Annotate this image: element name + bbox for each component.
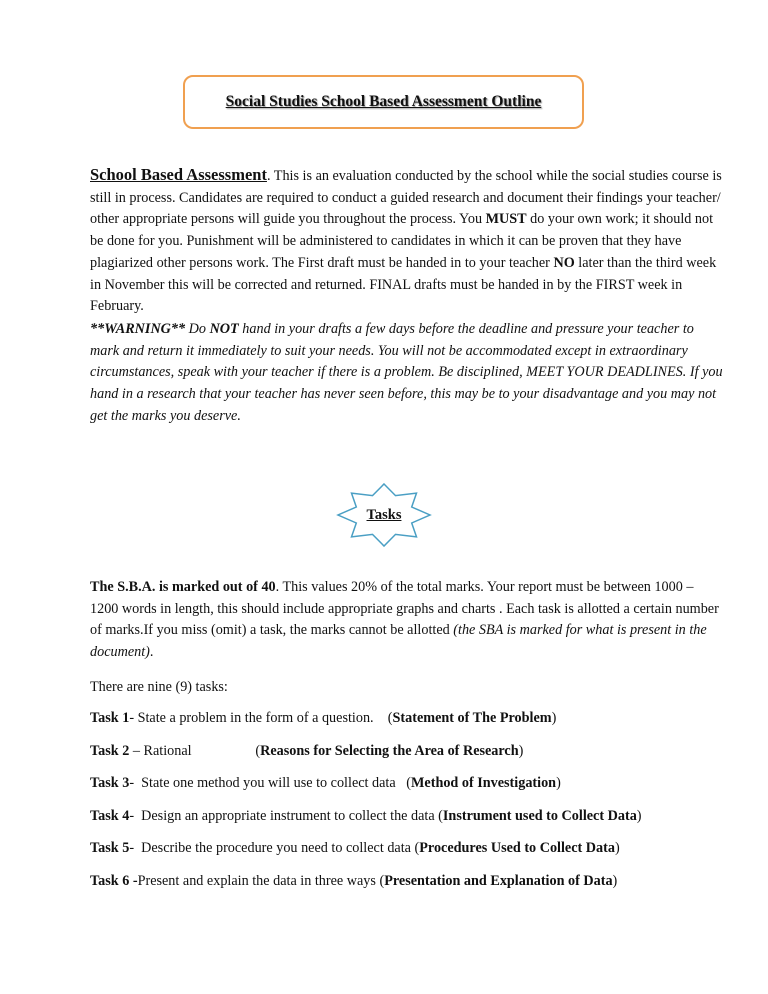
document-title-box <box>183 75 584 129</box>
sba-paragraph: The S.B.A. is marked out of 40. This values 20% of the total marks. Your report must be between 1000 – 1200 words in length, this should include appropriate graphs and charts . Each task is allotted a certain number of marks.If you miss (omit) a task, the marks cannot be allotted (the SBA is marked for what is present in the document). <box>90 579 719 661</box>
intro-paragraph: School Based Assessment. This is an evaluation conducted by the school while the social studies course is still in process. Candidates are required to conduct a guided research and document their findings your teacher/ other appropriate persons will guide you throughout the process. You MUST do your own work; it should not be done for you. Punishment will be administered to candidates in which it can be proven that they have plagiarized other persons work. The First draft must be handed in to your teacher NO later than the third week in November this will be corrected and returned. FINAL drafts must be handed in by the FIRST week in February. <box>90 165 722 315</box>
task-item: Task 4- Design an appropriate instrument to collect the data (Instrument used to Collect Data) <box>90 808 642 824</box>
document-title: Social Studies School Based Assessment Outline <box>225 93 542 110</box>
tasks-badge-label: Tasks <box>366 506 402 523</box>
tasks-badge <box>336 482 432 548</box>
warning-label: **WARNING** <box>90 321 186 337</box>
task-item: Task 3- State one method you will use to collect data (Method of Investigation) <box>90 775 561 791</box>
task-item: Task 1- State a problem in the form of a question. (Statement of The Problem) <box>90 710 557 726</box>
warning-paragraph: **WARNING** Do NOT hand in your drafts a few days before the deadline and pressure your teacher to mark and return it immediately to suit your needs. You will not be accommodated except in extraordinary circumstances, speak with your teacher if there is a problem. Be disciplined, MEET YOUR DEADLINES. If you hand in a research that your teacher has never seen before, this may be to your disadvantage and you may not get the marks you deserve. <box>90 321 723 424</box>
task-item: Task 5- Describe the procedure you need to collect data (Procedures Used to Collect Data) <box>90 840 620 856</box>
task-item: Task 6 -Present and explain the data in three ways (Presentation and Explanation of Data) <box>90 873 618 889</box>
sba-lead: The S.B.A. is marked out of 40 <box>90 579 276 595</box>
intro-lead: School Based Assessment <box>90 165 267 184</box>
nine-tasks-line: There are nine (9) tasks: <box>90 679 228 695</box>
task-item: Task 2 – Rational (Reasons for Selecting the Area of Research) <box>90 743 524 759</box>
